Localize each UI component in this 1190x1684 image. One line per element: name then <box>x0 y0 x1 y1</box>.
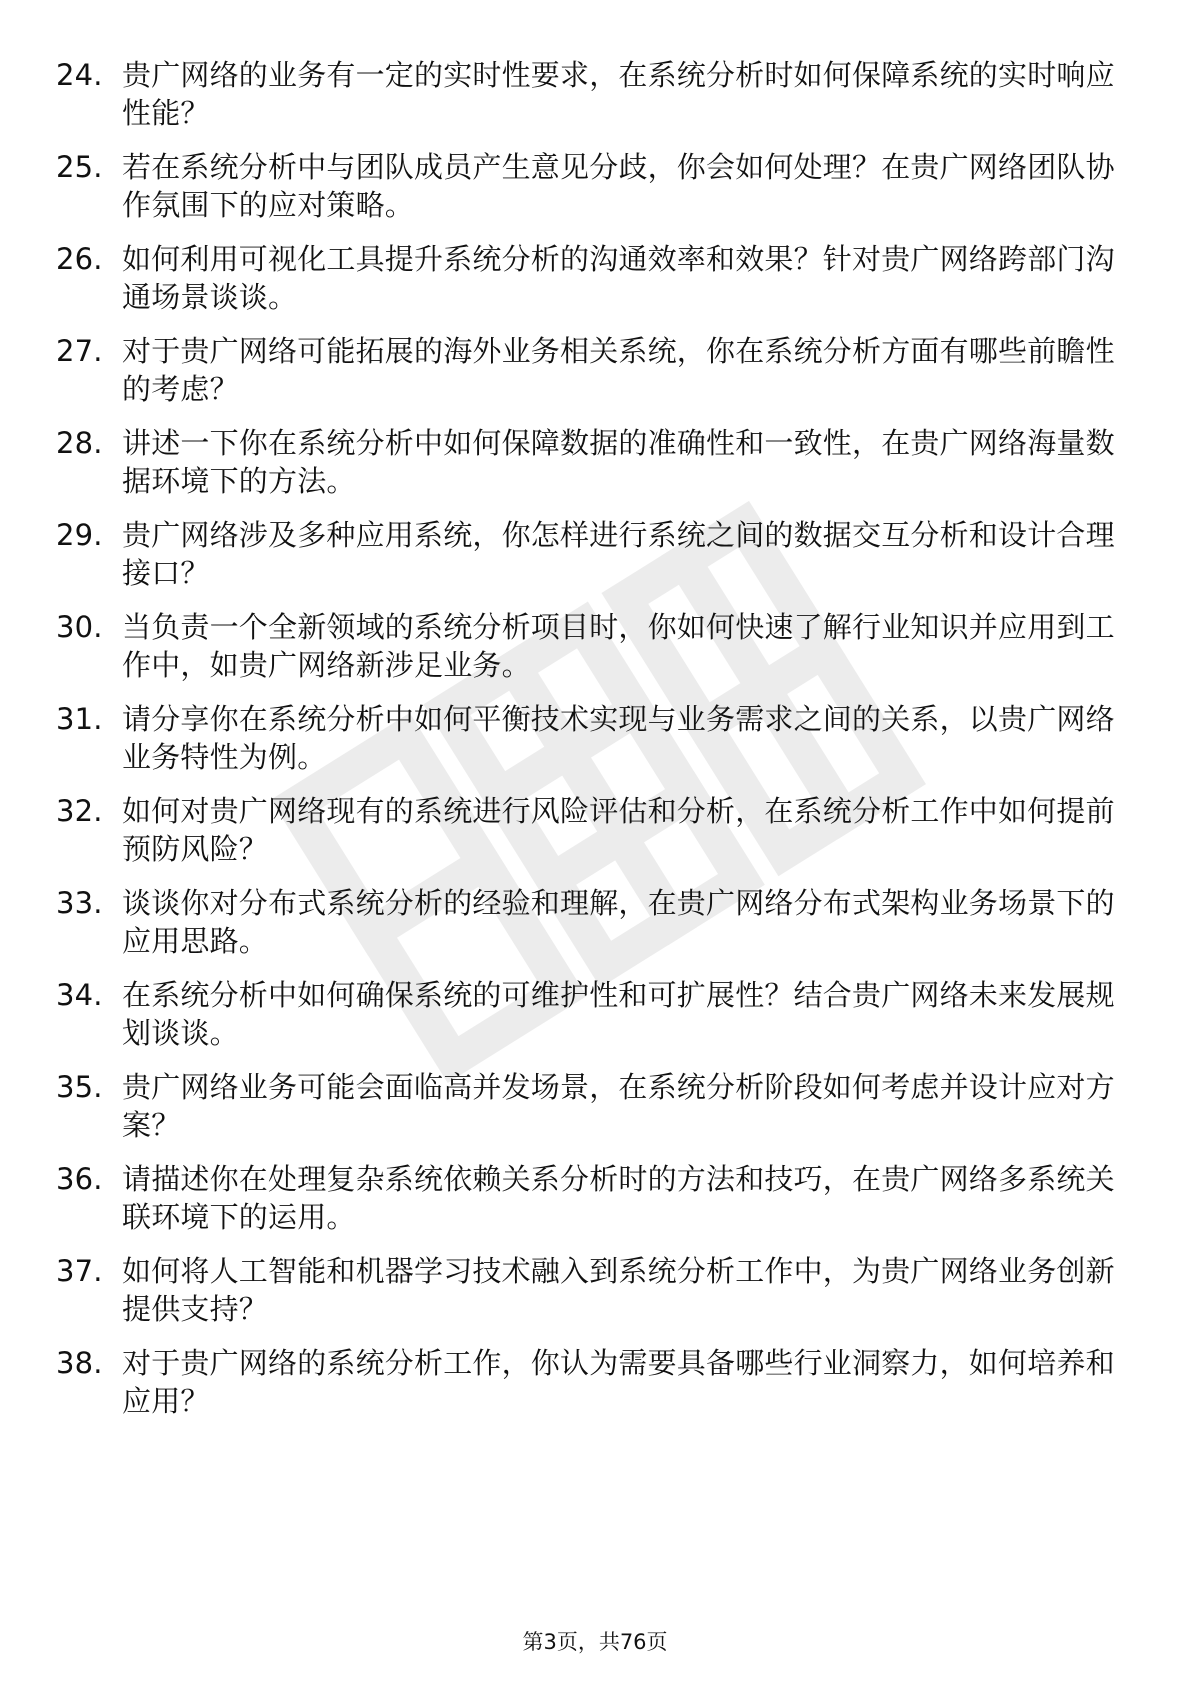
question-item <box>56 1252 1116 1328</box>
question-number: 28. <box>56 426 103 460</box>
question-text: 对于贵广网络的系统分析工作，你认为需要具备哪些行业洞察力，如何培养和应用？ <box>122 1346 1115 1418</box>
question-number: 32. <box>56 794 103 828</box>
question-number: 26. <box>56 242 103 276</box>
question-item <box>56 424 1116 500</box>
question-item <box>56 1068 1116 1144</box>
question-text: 如何利用可视化工具提升系统分析的沟通效率和效果？针对贵广网络跨部门沟通场景谈谈。 <box>122 242 1115 314</box>
question-item <box>56 240 1116 316</box>
question-text: 讲述一下你在系统分析中如何保障数据的准确性和一致性，在贵广网络海量数据环境下的方法。 <box>122 426 1115 498</box>
question-text: 贵广网络涉及多种应用系统，你怎样进行系统之间的数据交互分析和设计合理接口？ <box>122 518 1115 590</box>
question-text: 请描述你在处理复杂系统依赖关系分析时的方法和技巧，在贵广网络多系统关联环境下的运用。 <box>122 1162 1115 1234</box>
question-item <box>56 792 1116 868</box>
question-item <box>56 332 1116 408</box>
question-number: 24. <box>56 58 103 92</box>
question-text: 请分享你在系统分析中如何平衡技术实现与业务需求之间的关系，以贵广网络业务特性为例。 <box>122 702 1115 774</box>
question-text: 若在系统分析中与团队成员产生意见分歧，你会如何处理？在贵广网络团队协作氛围下的应对策略。 <box>122 150 1115 222</box>
question-number: 34. <box>56 978 103 1012</box>
question-number: 37. <box>56 1254 103 1288</box>
question-item <box>56 148 1116 224</box>
question-number: 35. <box>56 1070 103 1104</box>
question-number: 38. <box>56 1346 103 1380</box>
question-text: 贵广网络业务可能会面临高并发场景，在系统分析阶段如何考虑并设计应对方案？ <box>122 1070 1115 1142</box>
question-number: 30. <box>56 610 103 644</box>
question-text: 当负责一个全新领域的系统分析项目时，你如何快速了解行业知识并应用到工作中，如贵广网络新涉足业务。 <box>122 610 1115 682</box>
question-item <box>56 976 1116 1052</box>
question-number: 33. <box>56 886 103 920</box>
question-text: 在系统分析中如何确保系统的可维护性和可扩展性？结合贵广网络未来发展规划谈谈。 <box>122 978 1115 1050</box>
question-number: 27. <box>56 334 103 368</box>
question-text: 如何对贵广网络现有的系统进行风险评估和分析，在系统分析工作中如何提前预防风险？ <box>122 794 1115 866</box>
question-number: 31. <box>56 702 103 736</box>
question-item <box>56 516 1116 592</box>
question-number: 29. <box>56 518 103 552</box>
question-text: 贵广网络的业务有一定的实时性要求，在系统分析时如何保障系统的实时响应性能？ <box>122 58 1115 130</box>
question-number: 25. <box>56 150 103 184</box>
question-item <box>56 700 1116 776</box>
question-text: 谈谈你对分布式系统分析的经验和理解，在贵广网络分布式架构业务场景下的应用思路。 <box>122 886 1115 958</box>
question-text: 对于贵广网络可能拓展的海外业务相关系统，你在系统分析方面有哪些前瞻性的考虑？ <box>122 334 1115 406</box>
question-item <box>56 1344 1116 1420</box>
question-item <box>56 56 1116 132</box>
question-item <box>56 608 1116 684</box>
question-item <box>56 1160 1116 1236</box>
page-number-label: 第3页，共76页 <box>522 1630 668 1654</box>
question-number: 36. <box>56 1162 103 1196</box>
question-list <box>56 56 1116 1436</box>
question-item <box>56 884 1116 960</box>
page-footer <box>0 1628 1190 1656</box>
question-text: 如何将人工智能和机器学习技术融入到系统分析工作中，为贵广网络业务创新提供支持？ <box>122 1254 1115 1326</box>
